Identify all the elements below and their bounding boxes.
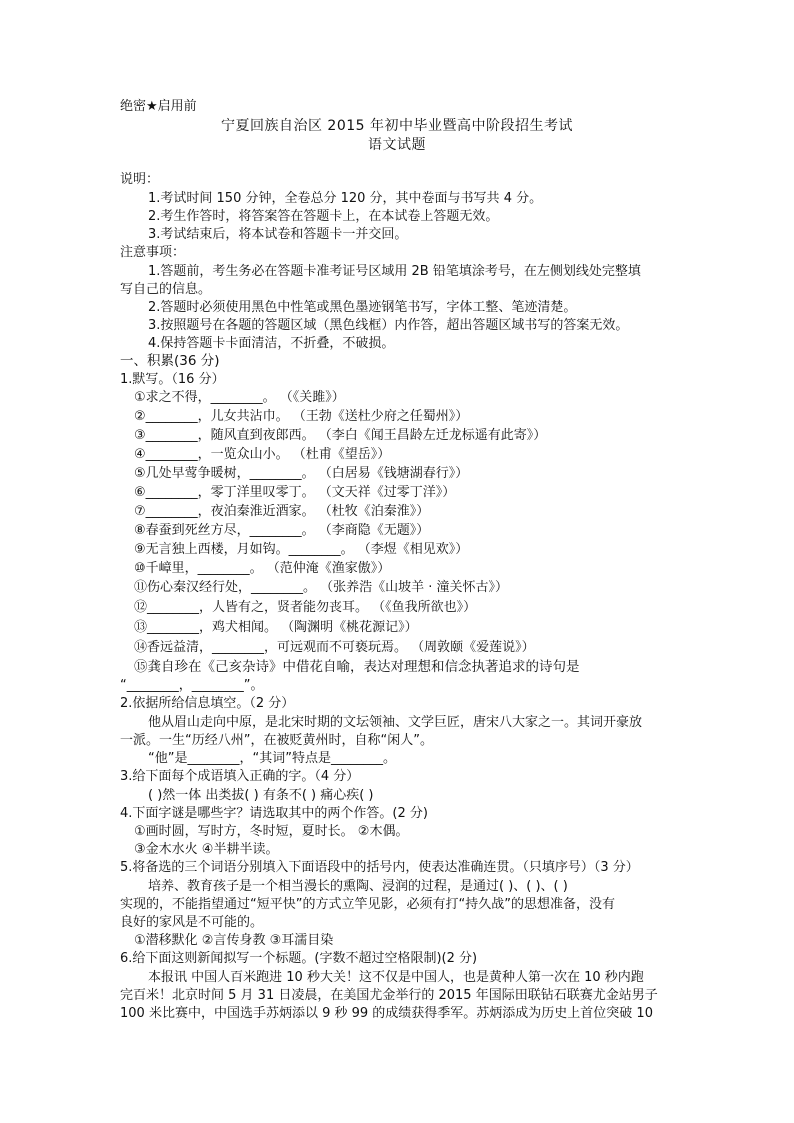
dictation-line: ⑩千嶂里，________。 （范仲淹《渔家傲》） xyxy=(134,561,391,576)
question-heading: 3.给下面每个成语填入正确的字。（4 分） xyxy=(120,769,360,784)
exam-title: 宁夏回族自治区 2015 年初中毕业暨高中阶段招生考试 xyxy=(220,118,574,134)
question-text: 良好的家风是不可能的。 xyxy=(120,915,264,930)
dictation-line: ①求之不得，________。 （《关雎》） xyxy=(134,390,345,405)
question-heading: 6.给下面这则新闻拟写一个标题。(字数不超过空格限制)(2 分) xyxy=(120,951,478,966)
note-item: 写自己的信息。 xyxy=(120,282,212,297)
confidential-label: 绝密★启用前 xyxy=(120,99,197,114)
dictation-line: ③________，随风直到夜郎西。 （李白《闻王昌龄左迁龙标遥有此寄》） xyxy=(134,428,547,443)
section-heading: 一、积累(36 分) xyxy=(120,353,220,369)
dictation-line: ⑧春蚕到死丝方尽，________。 （李商隐《无题》） xyxy=(134,523,430,538)
instruction-item: 1.考试时间 150 分钟，全卷总分 120 分，其中卷面与书写共 4 分。 xyxy=(148,191,543,206)
instructions-heading: 说明： xyxy=(120,172,160,187)
exam-subject: 语文试题 xyxy=(368,137,426,153)
note-item: 2.答题时必须使用黑色中性笔或黑色墨迹钢笔书写，字体工整、笔迹清楚。 xyxy=(148,300,577,315)
question-text: 完百米！北京时间 5 月 31 日凌晨，在美国尤金举行的 2015 年国际田联钻石联赛尤金站男子 xyxy=(120,988,658,1003)
question-text: ③金木水火 ④半耕半读。 xyxy=(134,842,279,857)
dictation-line: ⑥________，零丁洋里叹零丁。 （文天祥《过零丁洋》） xyxy=(134,485,456,500)
dictation-line: ⑨无言独上西楼，月如钩。________。 （李煜《相见欢》） xyxy=(134,542,469,557)
instruction-item: 3.考试结束后，将本试卷和答题卡一并交回。 xyxy=(148,227,408,242)
note-item: 4.保持答题卡卡面清洁，不折叠，不破损。 xyxy=(148,336,395,351)
notes-heading: 注意事项： xyxy=(120,245,186,260)
dictation-line: ②________，儿女共沾巾。 （王勃《送杜少府之任蜀州》） xyxy=(134,409,469,424)
note-item: 3.按照题号在各题的答题区域（黑色线框）内作答，超出答题区域书写的答案无效。 xyxy=(148,318,629,333)
dictation-line: ⑪伤心秦汉经行处，________。 （张养浩《山坡羊 · 潼关怀古》） xyxy=(134,580,509,595)
dictation-last-line: “________，________”。 xyxy=(120,678,264,693)
dictation-line: ⑭香远益清，________，可远观而不可亵玩焉。 （周敦颐《爱莲说》） xyxy=(134,640,535,655)
question-heading: 2.依据所给信息填空。（2 分） xyxy=(120,696,295,711)
question-text: 培养、教育孩子是一个相当漫长的熏陶、浸润的过程，是通过( )、( )、( ) xyxy=(148,879,568,894)
question-text: “他”是________，“其词”特点是________。 xyxy=(148,751,396,766)
question-text: ( )然一体 出类拔( ) 有条不( ) 痛心疾( ) xyxy=(148,788,374,803)
dictation-line: ⑤几处早莺争暖树，________。 （白居易《钱塘湖春行》） xyxy=(134,466,469,481)
dictation-line: ⑬________，鸡犬相闻。 （陶渊明《桃花源记》） xyxy=(134,620,418,635)
dictation-line: ④________，一览众山小。 （杜甫《望岳》） xyxy=(134,447,391,462)
note-item: 1.答题前，考生务必在答题卡准考证号区域用 2B 铅笔填涂考号，在左侧划线处完整填 xyxy=(148,264,641,279)
question-heading: 4.下面字谜是哪些字？请选取其中的两个作答。(2 分) xyxy=(120,806,428,821)
question-text: 本报讯 中国人百米跑进 10 秒大关！这不仅是中国人，也是黄种人第一次在 10 秒内跑 xyxy=(148,970,644,985)
question-options: ①潜移默化 ②言传身教 ③耳濡目染 xyxy=(134,933,334,948)
question-text: 一派。一生“历经八州”，在被贬黄州时，自称“闲人”。 xyxy=(120,733,433,748)
question-text: 100 米比赛中，中国选手苏炳添以 9 秒 99 的成绩获得季军。苏炳添成为历史上首位突破 10 xyxy=(120,1006,653,1021)
question-text: ①画时圆，写时方，冬时短，夏时长。 ②木偶。 xyxy=(134,824,409,839)
dictation-line: ⑦________，夜泊秦淮近酒家。 （杜牧《泊秦淮》） xyxy=(134,504,430,519)
instruction-item: 2.考生作答时，将答案答在答题卡上，在本试卷上答题无效。 xyxy=(148,209,499,224)
question-text: 实现的，不能指望通过“短平快”的方式立竿见影，必须有打“持久战”的思想准备，没有 xyxy=(120,897,615,912)
question-text: 他从眉山走向中原，是北宋时期的文坛领袖、文学巨匠，唐宋八大家之一。其词开豪放 xyxy=(148,715,643,730)
question-heading: 5.将备选的三个词语分别填入下面语段中的括号内，使表达准确连贯。（只填序号）（3 分） xyxy=(120,860,639,875)
dictation-line: ⑫________，人皆有之，贤者能勿丧耳。 （《鱼我所欲也》） xyxy=(134,600,477,615)
dictation-line: ⑮龚自珍在《己亥杂诗》中借花自喻，表达对理想和信念执著追求的诗句是 xyxy=(134,659,580,675)
question-heading: 1.默写。（16 分） xyxy=(120,372,225,387)
